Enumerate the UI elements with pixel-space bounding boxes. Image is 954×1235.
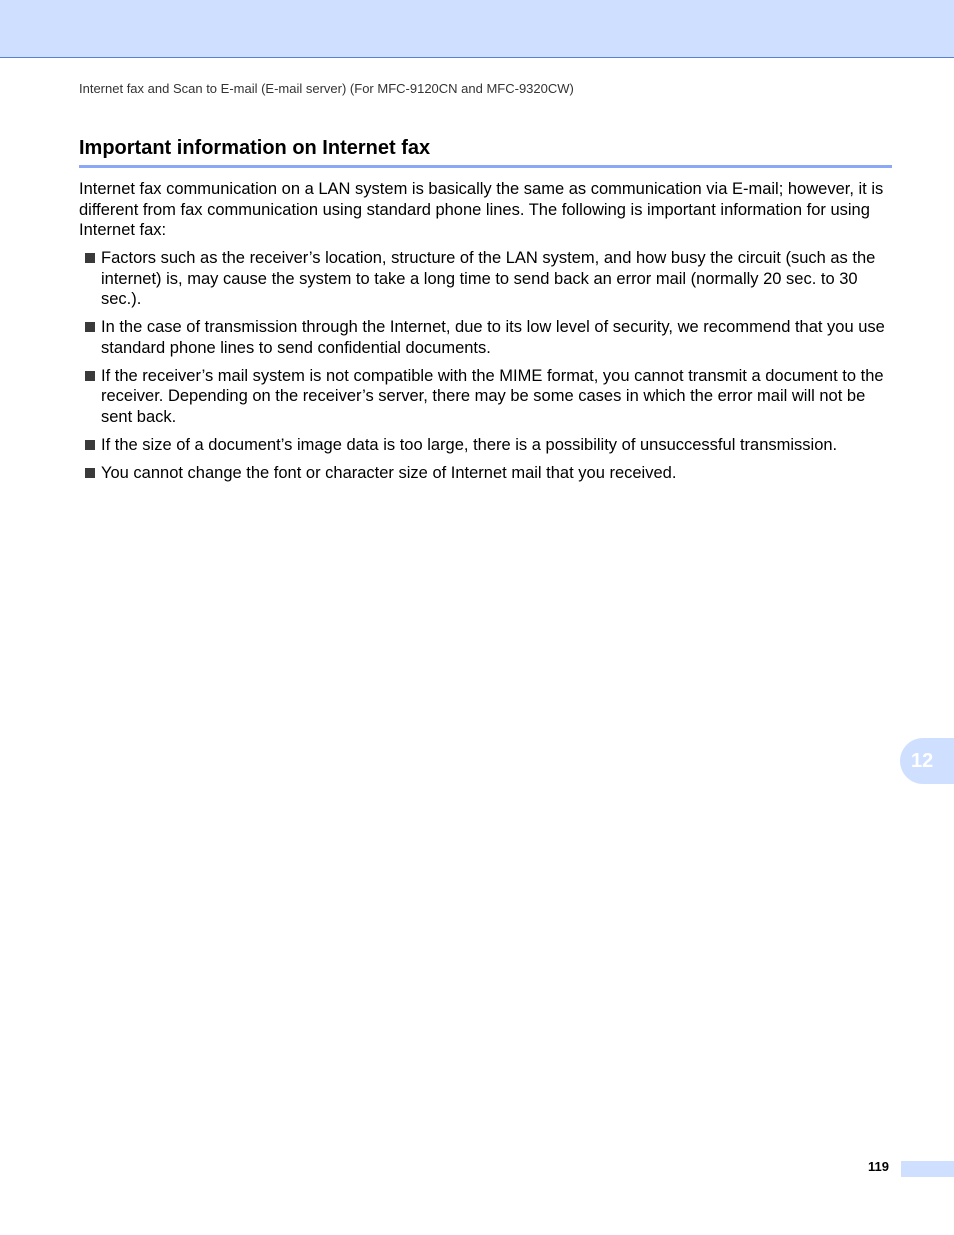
list-item: [79, 463, 892, 484]
list-item-text: Factors such as the receiver’s location, structure of the LAN system, and how busy the circuit (such as the internet) is, may cause the system to take a long time to send back an error mail (normally 20 sec. to 30 sec.).: [101, 249, 876, 308]
title-underline: [79, 165, 892, 168]
header-band: [0, 0, 954, 58]
list-item: [79, 317, 892, 358]
list-item: [79, 435, 892, 456]
square-bullet-icon: [85, 468, 95, 478]
chapter-tab: 12: [900, 738, 954, 784]
section-title: Important information on Internet fax: [79, 137, 431, 159]
list-item-text: If the receiver’s mail system is not compatible with the MIME format, you cannot transmit a document to the receiver. Depending on the receiver’s server, there may be some cases in which the error mail will not be sent back.: [101, 366, 884, 426]
list-item-text: You cannot change the font or character size of Internet mail that you received.: [101, 463, 677, 482]
square-bullet-icon: [85, 322, 95, 332]
list-item: [79, 248, 892, 310]
list-item: [79, 366, 892, 428]
bullet-list: [79, 248, 892, 491]
running-header: Internet fax and Scan to E-mail (E-mail server) (For MFC-9120CN and MFC-9320CW): [79, 81, 574, 96]
page-number-bar: [901, 1161, 954, 1177]
page-number: 119: [868, 1159, 889, 1174]
square-bullet-icon: [85, 371, 95, 381]
list-item-text: In the case of transmission through the Internet, due to its low level of security, we recommend that you use standard phone lines to send confidential documents.: [101, 318, 885, 357]
square-bullet-icon: [85, 253, 95, 263]
square-bullet-icon: [85, 440, 95, 450]
list-item-text: If the size of a document’s image data is too large, there is a possibility of unsuccessful transmission.: [101, 435, 838, 454]
intro-paragraph: Internet fax communication on a LAN system is basically the same as communication via E-mail; however, it is different from fax communication using standard phone lines. The following is important information for using Internet fax:: [79, 180, 884, 239]
